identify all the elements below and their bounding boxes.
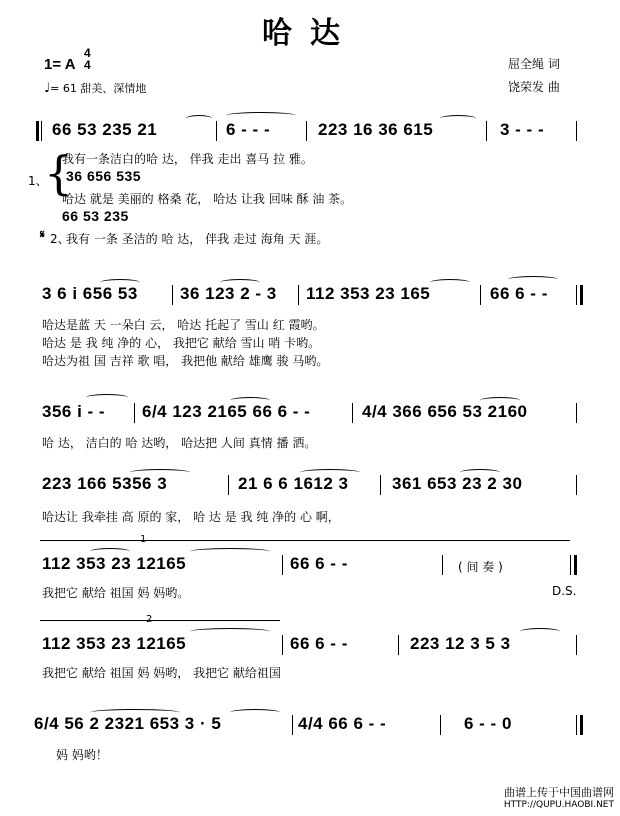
- barline: [292, 715, 293, 735]
- final-barline: [574, 555, 577, 575]
- barline: [352, 403, 353, 423]
- segno-icon: 𝄋: [40, 228, 45, 241]
- lyric-line: 哈达是蓝 天 一朵白 云， 哈达 托起了 雪山 红 霞哟。: [42, 318, 325, 332]
- barline: [228, 475, 229, 495]
- measure-notes: 361 653 23 2 30: [392, 474, 523, 493]
- slur-mark: [230, 397, 270, 404]
- barline: [480, 285, 481, 305]
- slur-mark: [230, 709, 280, 716]
- lyric-line: 哈 达， 洁白的 哈 达哟， 哈达把 人间 真情 播 洒。: [42, 436, 317, 450]
- verse-brace-icon: {: [44, 146, 74, 200]
- quarter-note-icon: ♩: [44, 81, 51, 96]
- slur-mark: [220, 279, 260, 286]
- barline: [576, 285, 577, 305]
- inline-notes: 66 53 235: [62, 208, 129, 224]
- score-row-4: [30, 472, 590, 502]
- slur-mark: [300, 469, 360, 476]
- slur-mark: [130, 469, 190, 476]
- crescendo-mark: [226, 112, 296, 119]
- measure-notes: 66 6 - -: [490, 284, 548, 303]
- barline: [398, 635, 399, 655]
- slur-mark: [190, 548, 270, 555]
- slur-mark: [90, 709, 180, 716]
- barline: [380, 475, 381, 495]
- lyric-line: 哈达让 我牵挂 高 原的 家， 哈 达 是 我 纯 净的 心 啊，: [42, 510, 340, 524]
- tempo-marking: [44, 80, 146, 96]
- slur-mark: [430, 279, 470, 286]
- page-title: 哈达: [262, 16, 358, 51]
- time-sig-top: 4: [84, 46, 91, 60]
- lyric-line: 我把它 献给 祖国 妈 妈哟， 我把它 献给祖国: [42, 666, 281, 680]
- measure-notes: 21 6 6 1612 3: [238, 474, 349, 493]
- slur-mark: [90, 548, 130, 555]
- slur-mark: [100, 279, 140, 286]
- watermark-line-2: HTTP://QUPU.HAOBI.NET: [503, 800, 614, 810]
- volta-number: 2: [146, 614, 153, 625]
- measure-notes: 6 - - -: [226, 120, 271, 139]
- time-signature: [84, 47, 91, 71]
- lyric-line: 我有 一条 圣洁的 哈 达， 伴我 走过 海角 天 涯。: [66, 232, 329, 246]
- measure-notes: 3 6 i 656 53: [42, 284, 138, 303]
- barline: [442, 555, 443, 575]
- measure-notes: 36 123 2 - 3: [180, 284, 277, 303]
- measure-notes: 356 i - -: [42, 402, 106, 421]
- lyric-line: 哈达为祖 国 吉祥 歌 唱， 我把他 献给 雄鹰 骏 马哟。: [42, 354, 329, 368]
- measure-notes: 6/4 56 2 2321 653 3 · 5: [34, 714, 222, 733]
- lyricist-credit: 屈全绳 词: [508, 57, 560, 71]
- measure-notes: 223 166 5356 3: [42, 474, 168, 493]
- crescendo-mark: [86, 394, 128, 401]
- lyric-line: 我把它 献给 祖国 妈 妈哟。: [42, 586, 190, 600]
- barline: [576, 121, 577, 141]
- barline: [134, 403, 135, 423]
- barline: [216, 121, 217, 141]
- lyric-line: 我有一条洁白的哈 达， 伴我 走出 喜马 拉 雅。: [62, 152, 313, 166]
- watermark-line-1: 曲谱上传于中国曲谱网: [504, 786, 614, 799]
- measure-notes: 4/4 366 656 53 2160: [362, 402, 528, 421]
- slur-mark: [460, 469, 500, 476]
- tempo-text: = 61 甜美、深情地: [50, 82, 147, 95]
- slur-mark: [520, 628, 560, 635]
- barline: [298, 285, 299, 305]
- measure-notes: 112 353 23 12165: [42, 554, 187, 573]
- barline: [486, 121, 487, 141]
- watermark: [504, 786, 614, 812]
- crescendo-mark: [508, 276, 558, 283]
- volta-bracket: [40, 620, 280, 621]
- measure-notes: 66 6 - -: [290, 634, 348, 653]
- interlude-marker: ( 间 奏 ): [458, 560, 503, 574]
- measure-notes: 223 16 36 615: [318, 120, 434, 139]
- repeat-end-barline: [580, 285, 583, 305]
- barline: [576, 475, 577, 495]
- measure-notes: 66 53 235 21: [52, 120, 158, 139]
- lyric-line: 妈 妈哟！: [56, 748, 108, 762]
- measure-notes: 6/4 123 2165 66 6 - -: [142, 402, 311, 421]
- barline: [282, 555, 283, 575]
- barline: [172, 285, 173, 305]
- verse-label: 2、: [50, 232, 70, 246]
- barline: [576, 635, 577, 655]
- score-row-1: [30, 118, 590, 148]
- lyric-line: 哈达 是 我 纯 净的 心， 我把它 献给 雪山 哨 卡哟。: [42, 336, 321, 350]
- score-row-6: [30, 614, 590, 656]
- barline: [570, 555, 571, 575]
- verse-label: 1、: [28, 174, 48, 188]
- measure-notes: 223 12 3 5 3: [410, 634, 511, 653]
- score-row-3: [30, 400, 590, 430]
- barline: [306, 121, 307, 141]
- final-barline: [580, 715, 583, 735]
- repeat-start-barline: [36, 121, 39, 141]
- volta-number: 1: [140, 534, 147, 545]
- volta-bracket: [40, 540, 570, 541]
- lyric-line: 哈达 就是 美丽的 格桑 花， 哈达 让我 回味 酥 油 茶。: [62, 192, 353, 206]
- barline: [440, 715, 441, 735]
- barline: [576, 403, 577, 423]
- slur-mark: [480, 397, 520, 404]
- barline: [41, 121, 42, 141]
- measure-notes: 112 353 23 12165: [42, 634, 187, 653]
- key-signature: 1= A: [44, 56, 76, 73]
- slur-mark: [186, 115, 212, 122]
- measure-notes: 6 - - 0: [464, 714, 512, 733]
- barline: [282, 635, 283, 655]
- measure-notes: 66 6 - -: [290, 554, 348, 573]
- score-row-2: [30, 282, 590, 312]
- time-sig-bottom: 4: [84, 58, 91, 72]
- measure-notes: 112 353 23 165: [306, 284, 431, 303]
- score-row-7: [30, 712, 590, 742]
- inline-notes: 36 656 535: [66, 168, 142, 184]
- slur-mark: [190, 628, 270, 635]
- barline: [576, 715, 577, 735]
- slur-mark: [440, 115, 476, 122]
- composer-credit: 饶荣发 曲: [508, 80, 560, 94]
- score-row-5: [30, 534, 590, 576]
- measure-notes: 3 - - -: [500, 120, 545, 139]
- measure-notes: 4/4 66 6 - -: [298, 714, 387, 733]
- ds-marking: D.S.: [552, 584, 577, 598]
